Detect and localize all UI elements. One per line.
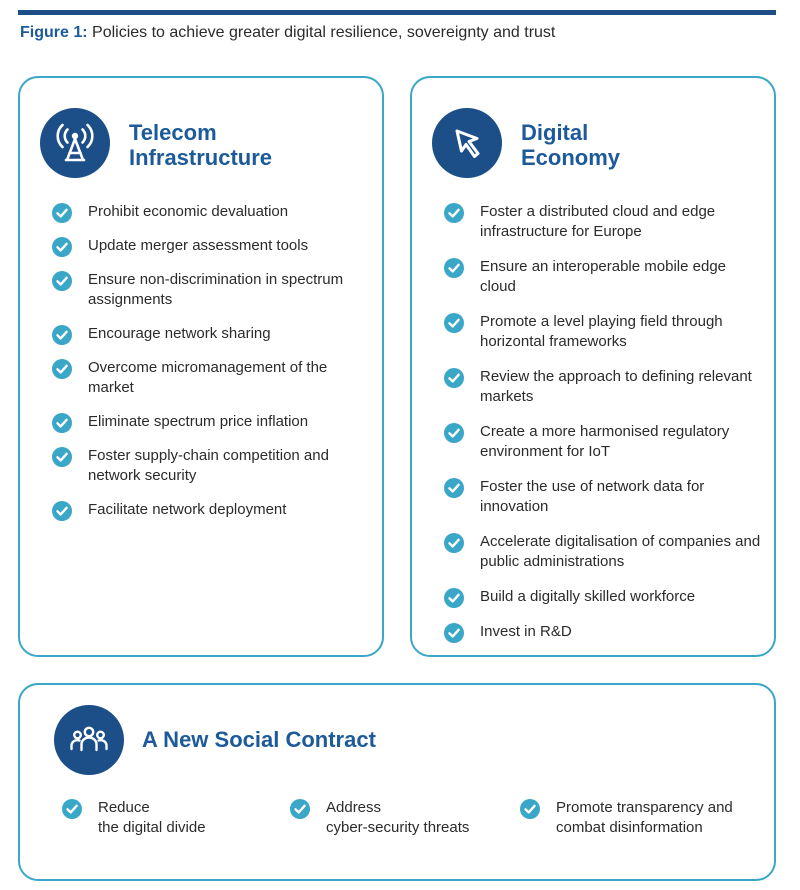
people-group-icon (64, 715, 114, 765)
item-text-line2: cyber-security threats (326, 819, 470, 836)
item-text: Prohibit economic devaluation (88, 203, 289, 220)
item-text-line1: Reduce (98, 799, 150, 816)
check-icon (52, 447, 72, 467)
digital-economy-card (410, 76, 776, 657)
item-text: Update merger assessment tools (88, 237, 309, 254)
antenna-tower-icon (50, 118, 100, 168)
list-item (444, 257, 764, 297)
top-rule (18, 10, 776, 15)
list-item (52, 412, 362, 432)
cursor-pointer-icon (442, 118, 492, 168)
check-icon (52, 237, 72, 257)
check-icon (62, 799, 82, 819)
list-item (290, 798, 536, 838)
item-text-line1: Promote transparency and (556, 799, 733, 816)
list-item (62, 798, 298, 838)
list-item (52, 500, 362, 520)
check-icon (290, 799, 310, 819)
list-item (444, 532, 764, 572)
check-icon (520, 799, 540, 819)
list-item (52, 446, 362, 486)
item-text: Accelerate digitalisation of companies and public administrations (480, 533, 761, 570)
list-item (444, 422, 764, 462)
list-item (444, 587, 764, 607)
social-title: A New Social Contract (142, 727, 376, 752)
check-icon (444, 423, 464, 443)
check-icon (444, 258, 464, 278)
item-text: Encourage network sharing (88, 325, 271, 342)
telecom-badge (40, 108, 110, 178)
item-text-line1: Address (326, 799, 382, 816)
item-text: Review the approach to defining relevant markets (480, 368, 752, 405)
check-icon (444, 368, 464, 388)
item-text: Foster a distributed cloud and edge infrastructure for Europe (480, 203, 716, 240)
item-text: Invest in R&D (480, 623, 572, 640)
check-icon (444, 203, 464, 223)
list-item (444, 622, 764, 642)
check-icon (52, 203, 72, 223)
list-item (444, 202, 764, 242)
digital-badge (432, 108, 502, 178)
item-text: Eliminate spectrum price inflation (88, 413, 309, 430)
item-text-line2: the digital divide (98, 819, 206, 836)
list-item (52, 202, 362, 222)
digital-policy-list (444, 202, 764, 657)
check-icon (444, 588, 464, 608)
check-icon (444, 313, 464, 333)
item-text: Foster supply-chain competition and network security (88, 447, 329, 484)
item-text: Build a digitally skilled workforce (480, 588, 696, 605)
list-item (444, 367, 764, 407)
item-text: Promote a level playing field through horizontal frameworks (480, 313, 723, 350)
check-icon (52, 325, 72, 345)
telecom-infrastructure-card (18, 76, 384, 657)
digital-title: Digital Economy (521, 120, 621, 170)
item-text: Ensure non-discrimination in spectrum assignments (88, 271, 344, 308)
check-icon (444, 478, 464, 498)
social-badge (54, 705, 124, 775)
list-item (52, 324, 362, 344)
social-contract-card (18, 683, 776, 881)
list-item (52, 270, 362, 310)
check-icon (52, 501, 72, 521)
list-item (444, 312, 764, 352)
figure-title (20, 24, 780, 42)
list-item (52, 236, 362, 256)
item-text: Ensure an interoperable mobile edge cloud (480, 258, 726, 295)
check-icon (444, 533, 464, 553)
list-item (52, 358, 362, 398)
list-item (444, 477, 764, 517)
check-icon (52, 359, 72, 379)
figure-caption: Policies to achieve greater digital resilience, sovereignty and trust (92, 24, 556, 41)
list-item (520, 798, 796, 838)
item-text: Facilitate network deployment (88, 501, 287, 518)
figure-label: Figure 1: (20, 24, 88, 41)
social-policy-list (62, 798, 762, 848)
item-text: Overcome micromanagement of the market (88, 359, 328, 396)
check-icon (444, 623, 464, 643)
item-text: Create a more harmonised regulatory environment for IoT (480, 423, 730, 460)
item-text: Foster the use of network data for innovation (480, 478, 705, 515)
telecom-policy-list (52, 202, 362, 534)
check-icon (52, 271, 72, 291)
item-text-line2: combat disinformation (556, 819, 703, 836)
check-icon (52, 413, 72, 433)
telecom-title: Telecom Infrastructure (129, 120, 273, 170)
